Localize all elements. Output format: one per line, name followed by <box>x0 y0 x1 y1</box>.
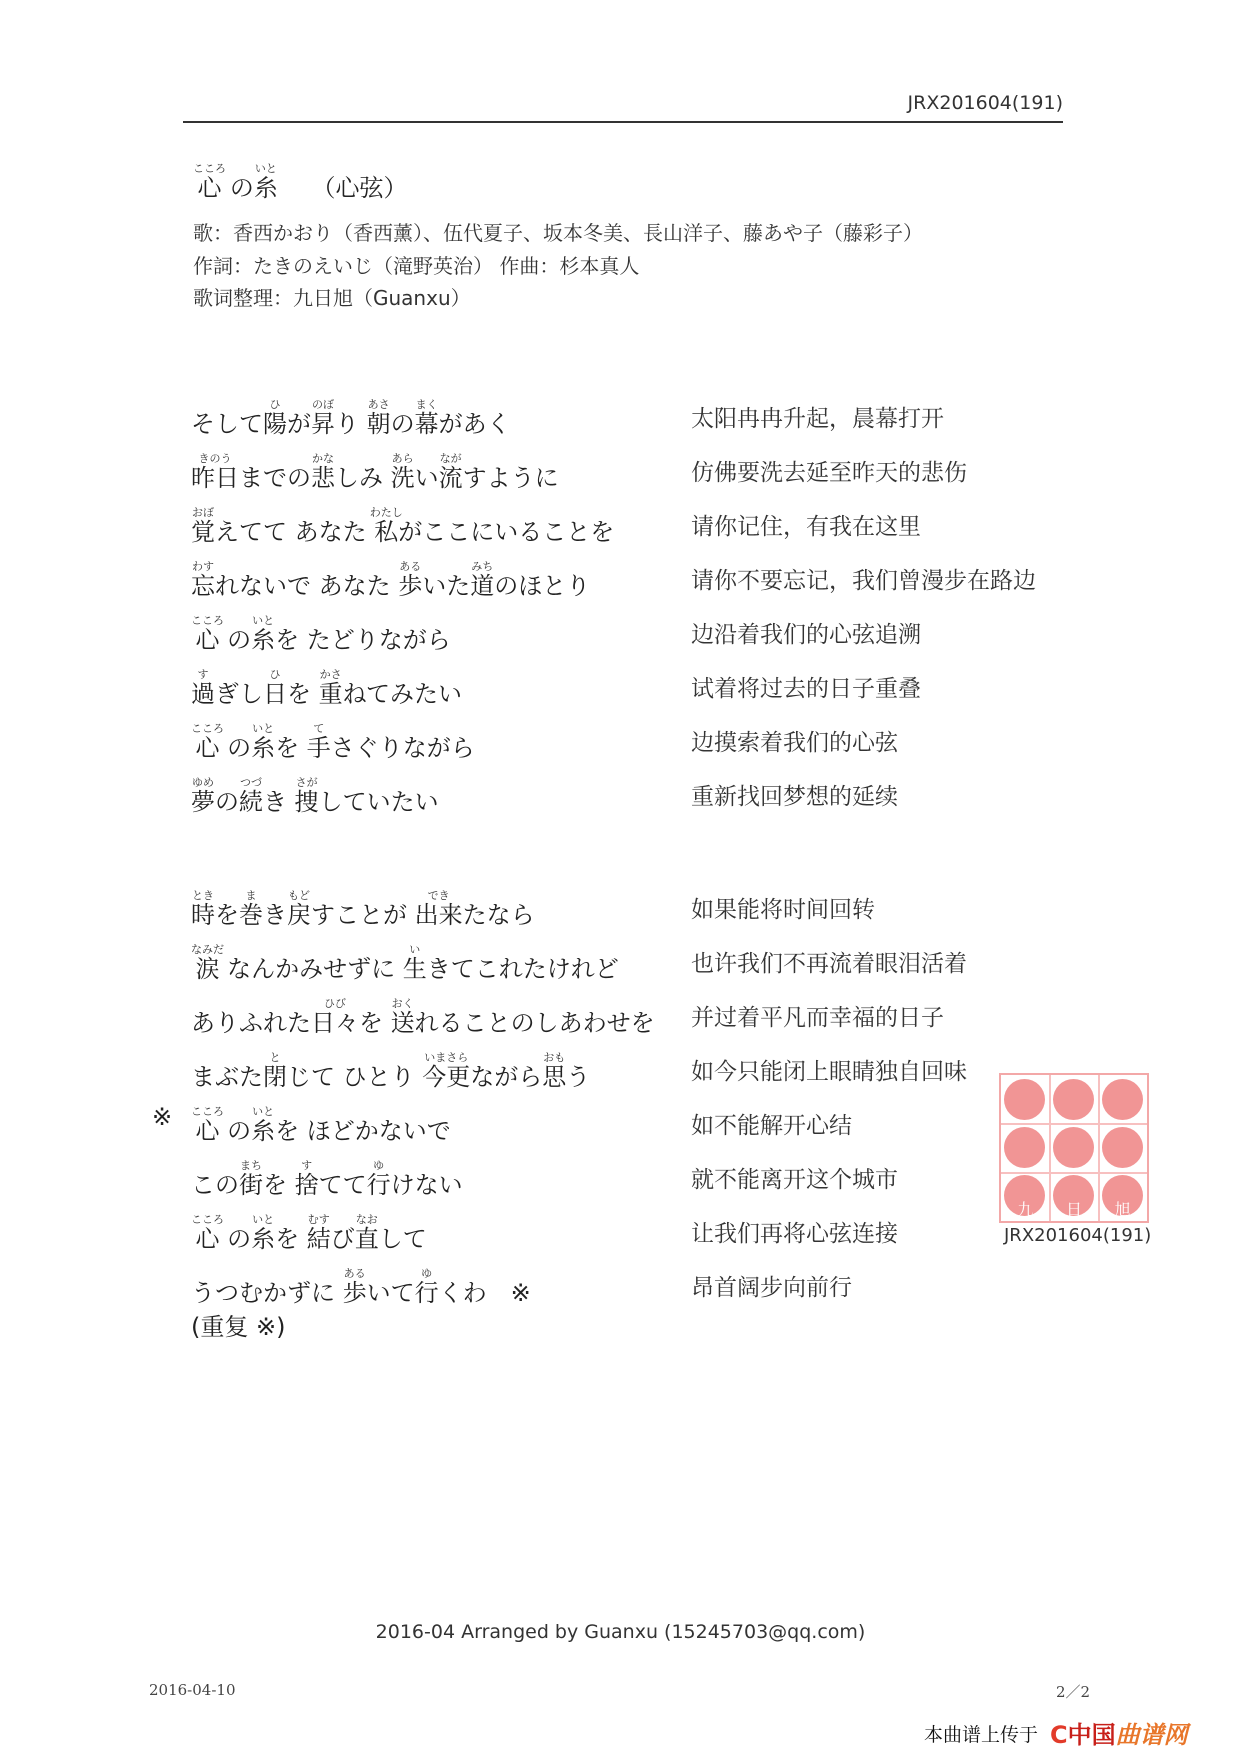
verse2-jp-line-5: 心こころ の糸いとを ほどかないで <box>191 1105 451 1145</box>
verse2-jp-line-4: まぶた閉とじて ひとり 今更いまさらながら思おもう <box>191 1051 591 1091</box>
verse2-jp-line-7: 心こころ の糸いとを 結むすび直なおして <box>191 1213 427 1253</box>
page-number: 2／2 <box>1056 1683 1091 1701</box>
verse2-cn-line-3: 并过着平凡而幸福的日子 <box>691 1005 944 1031</box>
footer-upload-text: 本曲谱上传于 <box>924 1724 1039 1746</box>
verse2-cn-line-1: 如果能将时间回转 <box>691 897 875 923</box>
verse1-cn-line-6: 试着将过去的日子重叠 <box>691 676 921 702</box>
verse2-jp-line-6: この街まちを 捨すてて行ゆけない <box>191 1159 463 1199</box>
verse1-jp-line-5: 心こころ の糸いとを たどりながら <box>191 614 451 654</box>
verse1-jp-line-8: 夢ゆめの続つづき 捜さがしていたい <box>191 776 439 816</box>
header-rule <box>183 121 1063 123</box>
verse2-cn-line-7: 让我们再将心弦连接 <box>691 1221 898 1247</box>
arranger-line: 歌词整理：九日旭（Guanxu） <box>193 286 471 310</box>
seal-code: JRX201604(191) <box>1004 1225 1152 1246</box>
verse1-cn-line-4: 请你不要忘记，我们曾漫步在路边 <box>691 568 1036 594</box>
document-code: JRX201604(191) <box>907 92 1063 114</box>
verse2-jp-line-2: 涙なみだ なんかみせずに 生いきてこれたけれど <box>191 943 619 983</box>
title-no: の <box>229 174 254 202</box>
verse2-cn-line-4: 如今只能闭上眼睛独自回味 <box>691 1059 967 1085</box>
title-block <box>193 162 923 310</box>
footer-arranged: 2016-04 Arranged by Guanxu (15245703@qq.com) <box>375 1621 866 1643</box>
verse1-cn-line-8: 重新找回梦想的延续 <box>691 784 898 810</box>
song-subtitle: （心弦） <box>311 174 408 202</box>
verse1-cn-line-1: 太阳冉冉升起，晨幕打开 <box>691 406 944 432</box>
verse2-cn-line-2: 也许我们不再流着眼泪活着 <box>691 951 967 977</box>
verse2-jp-line-8: うつむかずに 歩あるいて行ゆくわ ※ <box>191 1267 531 1307</box>
verse1-jp-line-2: 昨日きのうまでの悲かなしみ 洗あらい流ながすように <box>191 452 559 492</box>
verse2-cn-line-8: 昂首阔步向前行 <box>691 1275 852 1301</box>
verse2-jp-line-1: 時ときを巻まき戻もどすことが 出来できたなら <box>191 889 535 929</box>
singers-line: 歌：香西かおり（香西薰）、伍代夏子、坂本冬美、長山洋子、藤あや子（藤彩子） <box>193 221 923 245</box>
verse1-jp-line-1: そして陽ひが昇のぼり 朝あさの幕まくがあく <box>191 398 511 438</box>
title-kanji-kokoro: 心こころ <box>193 162 226 202</box>
repeat-line: (重复 ※) <box>191 1313 286 1341</box>
verse2-jp-line-3: ありふれた日々ひびを 送おくれることのしあわせを <box>191 997 655 1037</box>
site-logo-qupuwang: 曲谱网 <box>1115 1721 1188 1749</box>
repeat-mark: ※ <box>152 1103 173 1131</box>
verse2-cn-line-6: 就不能离开这个城市 <box>691 1167 898 1193</box>
seal-char-2: 日 <box>1065 1200 1082 1219</box>
site-logo-zhongguo: 中国 <box>1067 1721 1116 1749</box>
credits-line: 作詞：たきのえいじ（滝野英治） 作曲：杉本真人 <box>193 254 640 278</box>
verse1-cn-line-7: 边摸索着我们的心弦 <box>691 730 898 756</box>
verse1-cn-line-2: 仿佛要洗去延至昨天的悲伤 <box>691 460 967 486</box>
verse1-jp-line-4: 忘わすれないで あなた 歩あるいた道みちのほとり <box>191 560 591 600</box>
verse1-jp-line-7: 心こころ の糸いとを 手てさぐりながら <box>191 722 475 762</box>
verse1-jp-line-6: 過すぎし日ひを 重かさねてみたい <box>191 668 463 708</box>
seal-stamp <box>999 1073 1149 1223</box>
seal-char-1: 九 <box>1017 1200 1034 1219</box>
verse2-cn-line-5: 如不能解开心结 <box>691 1113 852 1139</box>
verse1-cn-line-5: 边沿着我们的心弦追溯 <box>691 622 921 648</box>
song-title <box>193 162 407 203</box>
verse1-jp-line-3: 覚おぼえてて あなた 私わたしがここにいることを <box>191 506 615 546</box>
site-logo[interactable] <box>1050 1715 1188 1750</box>
site-logo-icon: C <box>1050 1721 1068 1749</box>
title-kanji-ito: 糸いと <box>253 162 278 202</box>
footer-date: 2016-04-10 <box>149 1681 236 1699</box>
seal-char-3: 旭 <box>1114 1200 1131 1219</box>
verse1-cn-line-3: 请你记住，有我在这里 <box>691 514 921 540</box>
